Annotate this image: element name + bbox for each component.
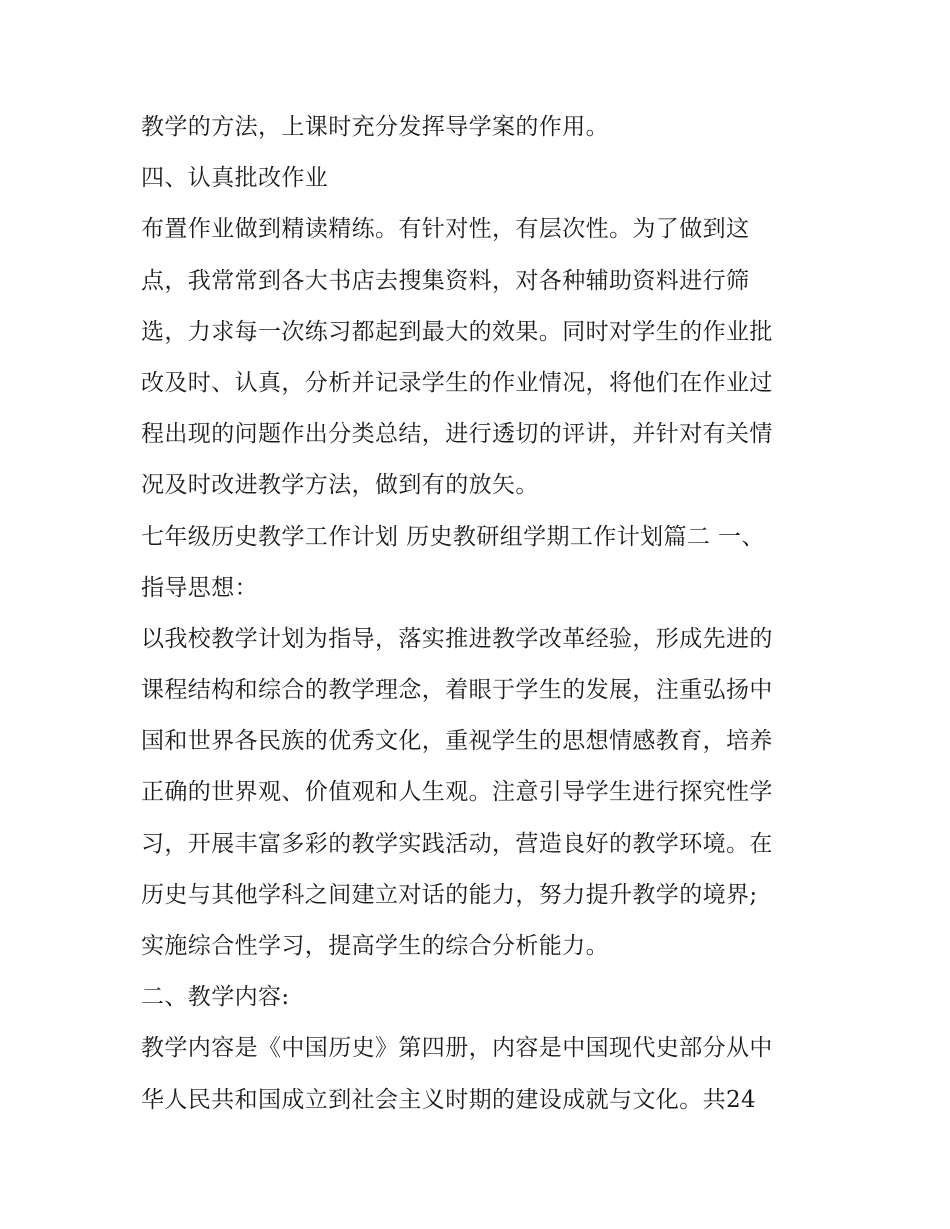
section-heading: 四、认真批改作业 (141, 165, 329, 192)
text-line: 习，开展丰富多彩的教学实践活动，营造良好的教学环境。在 (141, 830, 773, 857)
text-line: 教学内容是《中国历史》第四册，内容是中国现代史部分从中 (141, 1035, 773, 1062)
text-line: 历史与其他学科之间建立对话的能力，努力提升教学的境界; (141, 881, 758, 908)
text-line: 程出现的问题作出分类总结，进行透切的评讲，并针对有关情 (141, 421, 773, 448)
text-line: 华人民共和国成立到社会主义时期的建设成就与文化。共24 (141, 1086, 757, 1113)
text-line: 国和世界各民族的优秀文化，重视学生的思想情感教育，培养 (141, 728, 773, 755)
text-line: 教学的方法，上课时充分发挥导学案的作用。 (141, 114, 609, 140)
text-line: 以我校教学计划为指导，落实推进教学改革经验，形成先进的 (141, 625, 773, 652)
section-heading: 七年级历史教学工作计划 历史教研组学期工作计划篇二 一、 (141, 523, 765, 550)
text-line: 实施综合性学习，提高学生的综合分析能力。 (141, 933, 609, 959)
text-line: 课程结构和综合的教学理念，着眼于学生的发展，注重弘扬中 (141, 677, 773, 704)
section-heading: 指导思想： (141, 574, 258, 601)
text-line: 选，力求每一次练习都起到最大的效果。同时对学生的作业批 (141, 318, 773, 345)
text-line: 点，我常常到各大书店去搜集资料，对各种辅助资料进行筛 (141, 267, 750, 294)
text-line: 正确的世界观、价值观和人生观。注意引导学生进行探究性学 (141, 779, 773, 806)
section-heading: 二、教学内容: (141, 984, 290, 1011)
text-line: 况及时改进教学方法，做到有的放矢。 (141, 472, 539, 499)
body-text (141, 102, 821, 1126)
text-line: 布置作业做到精读精练。有针对性，有层次性。为了做到这 (141, 216, 750, 243)
text-line: 改及时、认真，分析并记录学生的作业情况，将他们在作业过 (141, 369, 773, 396)
